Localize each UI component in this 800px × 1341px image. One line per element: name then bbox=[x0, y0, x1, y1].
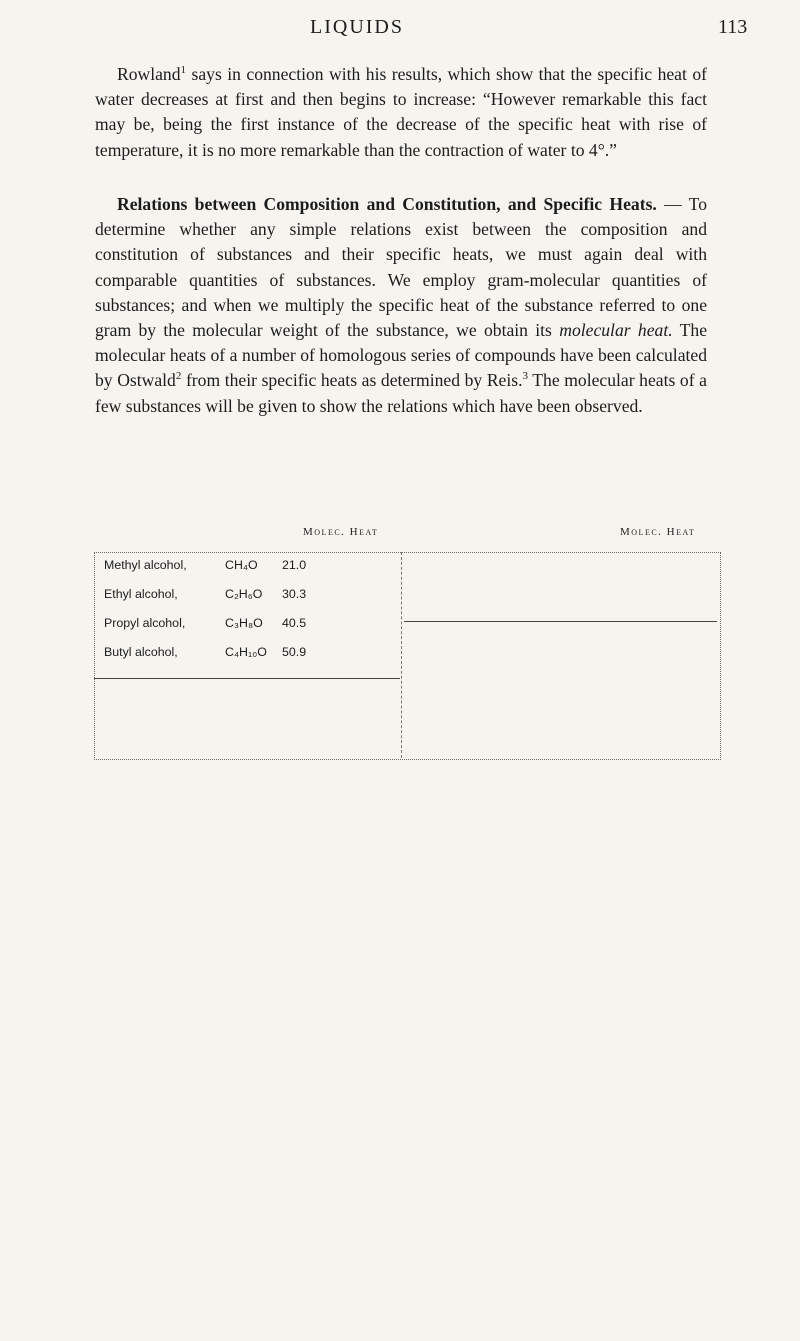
col-header-right: Molec. Heat bbox=[620, 526, 696, 538]
footnote-ref: 2 bbox=[175, 370, 182, 383]
rule-left bbox=[94, 678, 400, 679]
paragraph-rowland: Rowland$^1$ says in connection with his results, which show that the specific heat of water decreases at first and then begins to increase: “However remarkable this fact may be, being the first instance of the decrease of the specific heat with rise of temperature, it is no more remarkable than the contraction of water to 4°.” bbox=[95, 64, 707, 160]
molecular-heat-table: Molec. Heat Molec. Heat Methyl alcohol, CH₄O 21.0 Ethyl alcohol, C₂H₆O 30.3 Propyl alcohol, C₃H₈O 40.5 Butyl alcohol, C₄H₁₀O 50.9 bbox=[0, 0, 800, 1341]
footnote-ref: 3 bbox=[522, 370, 528, 383]
section-heading: Relations between Composition and Constitution, and Specific Heats. bbox=[117, 194, 657, 214]
col-header-left: Molec. Heat bbox=[303, 526, 379, 538]
page-number: 113 bbox=[718, 16, 748, 38]
page-header bbox=[0, 16, 800, 46]
column-divider bbox=[401, 552, 402, 758]
running-head: LIQUIDS bbox=[310, 16, 404, 38]
emphasis-term: molecular heat. bbox=[559, 320, 673, 341]
footnote-ref: 1 bbox=[180, 64, 187, 77]
table-frame bbox=[94, 552, 721, 760]
paragraph-relations: Relations between Composition and Constitution, and Specific Heats. — To determine whether any simple relations exist between the composition and constitution of substances and their specific heats, we must again deal with comparable quantities of substances. We employ gram-molecular quantities of substances; and when we multiply the specific heat of the substance referred to one gram by the molecular weight of the substance, we obtain its molecular heat. The molecular heats of a number of homologous series of compounds have been calculated by Ostwald$^2$ from their specific heats as determined by Reis.$^3$ The molecular heats of a few substances will be given to show the relations which have been observed. bbox=[95, 194, 707, 416]
rule-right bbox=[404, 621, 717, 622]
